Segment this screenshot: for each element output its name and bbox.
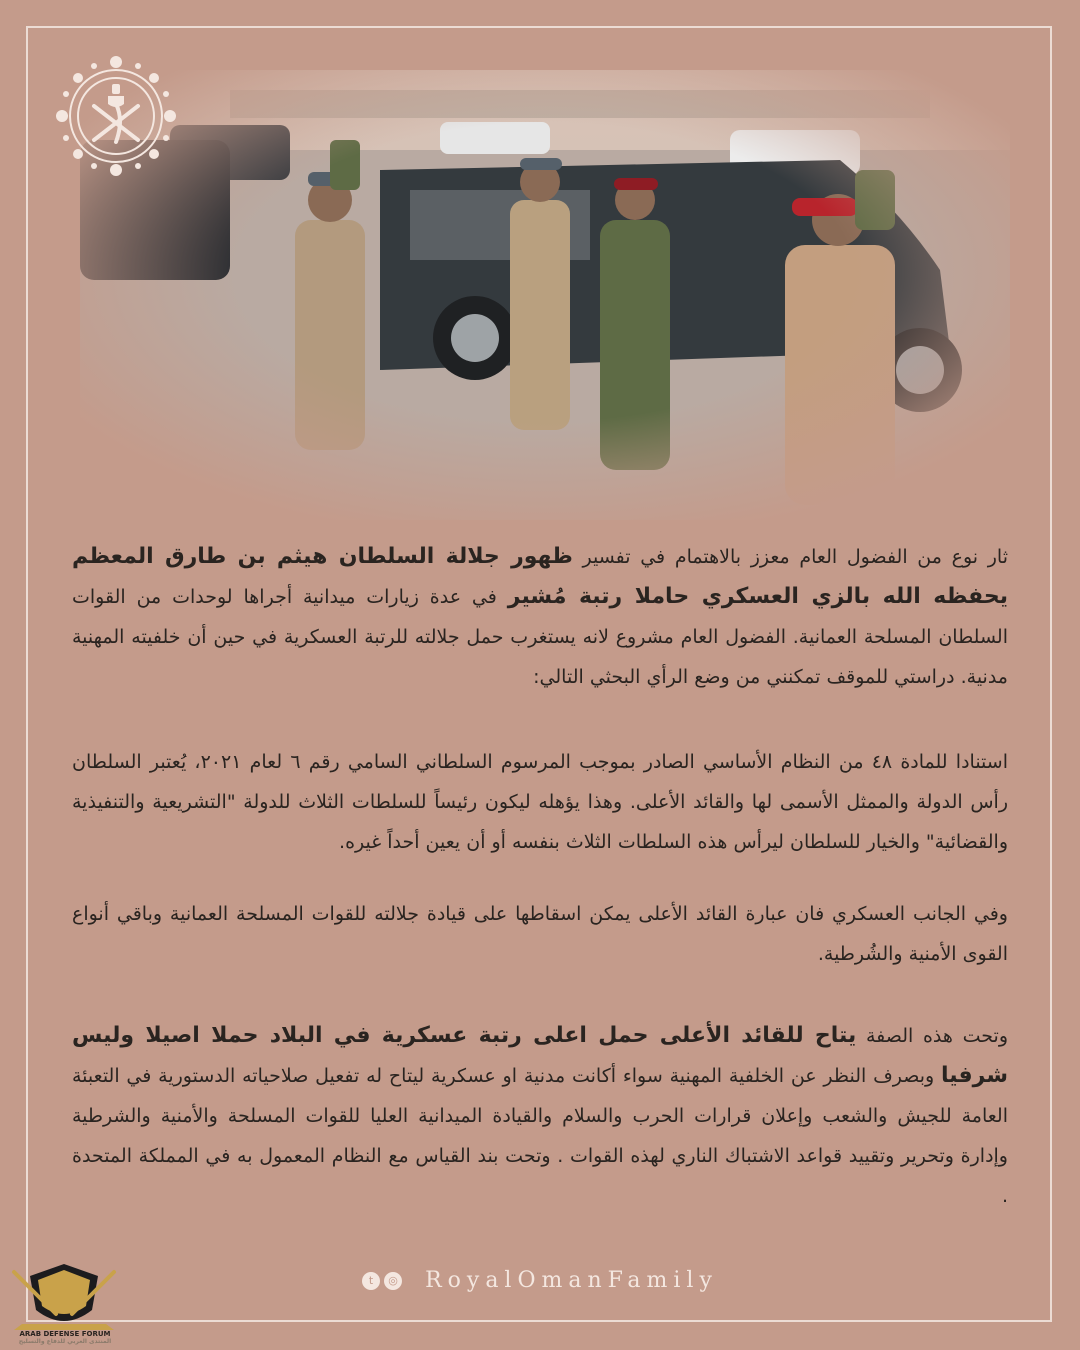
paragraph-supreme-text-2: وبصرف النظر عن الخلفية المهنية سواء أكانت مدنية او عسكرية ليتاح له تفعيل صلاحياته الدستورية في التعبئة العامة للجيش والشعب وإعلان قرارات الحرب والسلام والقيادة الميدانية العليا للقوات المسلحة والأمنية والشرطية وإدارة وتحرير وتقييد قواعد الاشتباك الناري لهذه القوات . وتحت بند القياس مع النظام المعمول به في المملكة المتحدة . — [72, 1065, 1008, 1207]
paragraph-supreme-bold: يتاح للقائد الأعلى حمل اعلى رتبة عسكرية في البلاد حملا اصيلا وليس شرفيا — [72, 1023, 1008, 1088]
social-handle[interactable]: RoyalOmanFamily — [425, 1268, 718, 1293]
oman-national-emblem-icon — [54, 54, 178, 178]
paragraph-intro-text-1: ثار نوع من الفضول العام معزز بالاهتمام في تفسير — [572, 546, 1008, 568]
social-icons — [362, 1272, 402, 1290]
paragraph-supreme-text-1: وتحت هذه الصفة — [856, 1025, 1008, 1047]
watermark-label — [0, 1330, 130, 1345]
paragraph-intro — [72, 537, 1008, 697]
watermark-subtitle: المنتدى العربي للدفاع والتسليح — [18, 1338, 112, 1345]
paragraph-intro-bold: ظهور جلالة السلطان هيثم بن طارق المعظم يحفظه الله بالزي العسكري حاملا رتبة مُشير — [72, 544, 1008, 609]
footer — [0, 1268, 1080, 1293]
paragraph-intro-text-2: في عدة زيارات ميدانية أجراها لوحدات من القوات السلطان المسلحة العمانية. الفضول العام مشروع لانه يستغرب حمل جلالته للرتبة العسكرية في حين أن خلفيته المهنية مدنية. دراستي للموقف تمكنني من وضع الرأي البحثي التالي: — [72, 586, 1008, 688]
military-visit-photo — [80, 70, 1010, 520]
instagram-icon[interactable]: ◎ — [384, 1272, 402, 1290]
paragraph-constitution: استنادا للمادة ٤٨ من النظام الأساسي الصادر بموجب المرسوم السلطاني السامي رقم ٦ لعام ٢٠٢١، يُعتبر السلطان رأس الدولة والممثل الأسمى لها والقائد الأعلى. وهذا يؤهله ليكون رئيساً للسلطات الثلاث للدولة "التشريعية والتنفيذية والقضائية" والخيار للسلطان ليرأس هذه السلطات الثلاث بنفسه أو أن يعين أحداً غيره. — [72, 751, 1008, 853]
watermark-title: ARAB DEFENSE FORUM — [19, 1330, 111, 1338]
paragraph-military: وفي الجانب العسكري فان عبارة القائد الأعلى يمكن اسقاطها على قيادة جلالته للقوات المسلحة العمانية وباقي أنواع القوى الأمنية والشُرطية. — [72, 903, 1008, 965]
twitter-icon[interactable]: t — [362, 1272, 380, 1290]
paragraph-supreme-commander — [72, 1016, 1008, 1216]
